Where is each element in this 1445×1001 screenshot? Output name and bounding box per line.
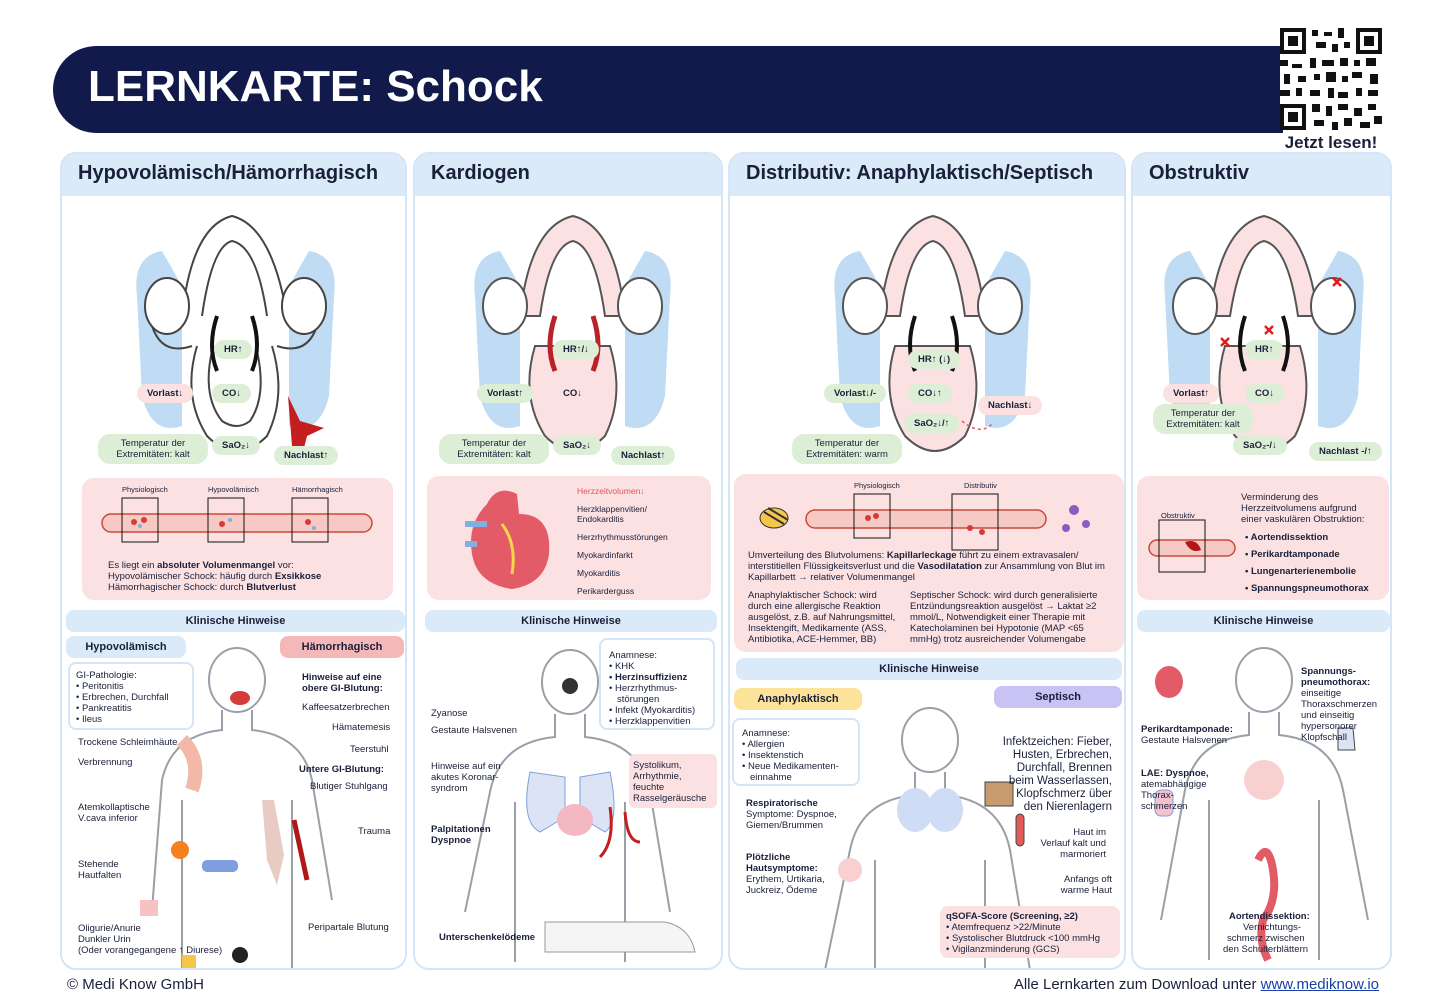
sep-line: Entzündungsreaktion ausgelöst → Laktat ≥2 bbox=[910, 601, 1097, 612]
gi-pathology-box bbox=[68, 662, 194, 730]
tab-anaphylaktisch: Anaphylaktisch bbox=[734, 688, 862, 710]
column-title: Kardiogen bbox=[415, 154, 721, 196]
hint-obere-gi-1: Hinweise auf eine bbox=[302, 672, 382, 683]
hint-arrhythmie: Arrhythmie, bbox=[633, 771, 682, 782]
hint-haut-2: Hautsymptome: bbox=[746, 863, 818, 874]
hr-pill: HR↑ bbox=[214, 340, 252, 359]
qsofa-item: • Vigilanzminderung (GCS) bbox=[946, 944, 1060, 955]
download-link[interactable]: www.mediknow.io bbox=[1260, 976, 1379, 993]
anamnese-item: • KHK bbox=[609, 661, 635, 672]
label-physiologisch: Physiologisch bbox=[854, 481, 900, 490]
hint-haut-1: Plötzliche bbox=[746, 852, 791, 863]
vorlast-pill: Vorlast↓ bbox=[137, 384, 193, 403]
vorlast-pill: Vorlast↓/- bbox=[824, 384, 886, 403]
obstr-desc-3: einer vaskulären Obstruktion: bbox=[1241, 514, 1365, 525]
nachlast-pill: Nachlast↑ bbox=[274, 446, 338, 465]
qsofa-box bbox=[940, 906, 1120, 958]
hint-obere-gi-2: obere GI-Blutung: bbox=[302, 683, 383, 694]
heart-label-hzv: Herzzeitvolumen↓ bbox=[577, 486, 645, 496]
vessel-illustration bbox=[82, 492, 393, 562]
label-haemorrhagisch: Hämorrhagisch bbox=[292, 485, 343, 494]
heart-label-myokarditis: Myokarditis bbox=[577, 568, 620, 578]
vessel-comparison-box bbox=[82, 478, 393, 600]
vorlast-pill: Vorlast↑ bbox=[1163, 384, 1219, 403]
ana-line: durch eine allergische Reaktion bbox=[748, 601, 881, 612]
obstr-desc-2: Herzzeitvolumens aufgrund bbox=[1241, 503, 1357, 514]
haut-note-4: Anfangs oft bbox=[1063, 874, 1112, 885]
sep-line: Katecholaminen bei Hypotonie (MAP <65 bbox=[910, 623, 1084, 634]
anamnese-box bbox=[732, 718, 860, 786]
heart-label-endokarditis: Endokarditis bbox=[577, 514, 624, 524]
hint-aorta-1: Aortendissektion: bbox=[1229, 911, 1310, 922]
hint-kaffeesatz: Kaffeesatzerbrechen bbox=[302, 702, 390, 713]
tab-hypovolaemisch: Hypovolämisch bbox=[66, 636, 186, 658]
ana-line: Anaphylaktischer Schock: wird bbox=[748, 590, 877, 601]
anamnese-item: • Herzinsuffizienz bbox=[609, 672, 688, 683]
infekt-6: den Nierenlagern bbox=[1023, 801, 1112, 813]
hint-oligurie: Oligurie/Anurie bbox=[78, 923, 141, 934]
hint-oedeme: Unterschenkelödeme bbox=[439, 932, 536, 943]
hint-dyspnoe: Dyspnoe bbox=[431, 835, 472, 846]
copyright: © Medi Know GmbH bbox=[67, 976, 204, 993]
label-distributiv: Distributiv bbox=[964, 481, 997, 490]
hint-pneumo-5: und einseitig bbox=[1301, 710, 1355, 721]
hint-lae-1: LAE: Dyspnoe, bbox=[1141, 768, 1209, 779]
page-title: LERNKARTE: Schock bbox=[88, 62, 543, 111]
nachlast-pill: Nachlast -/↑ bbox=[1309, 442, 1382, 461]
hint-perikard-halsvenen: Gestaute Halsvenen bbox=[1141, 735, 1228, 746]
anamnese-item: • Insektenstich bbox=[742, 750, 804, 761]
anamnese-item: • Herzklappenvitien bbox=[609, 716, 691, 727]
hint-haematemesis: Hämatemesis bbox=[332, 722, 391, 733]
tab-haemorrhagisch: Hämorrhagisch bbox=[280, 636, 404, 658]
auscultation-box bbox=[629, 754, 717, 808]
infekt-1: Infektzeichen: Fieber, bbox=[1002, 736, 1112, 748]
vessel-note-2: Hypovolämischer Schock: häufig durch Exsikkose bbox=[108, 571, 322, 582]
qsofa-item: • Atemfrequenz >22/Minute bbox=[946, 922, 1061, 933]
infekt-4: beim Wasserlassen, bbox=[1008, 775, 1112, 787]
nachlast-pill: Nachlast↑ bbox=[611, 446, 675, 465]
ana-line: ausgelöst, z.B. auf Nahrungsmittel, bbox=[748, 612, 896, 623]
hint-resp-1: Respiratorische bbox=[746, 798, 818, 809]
obstr-item: • Lungenarterienembolie bbox=[1245, 566, 1357, 577]
hint-rassel: Rasselgeräusche bbox=[633, 793, 707, 804]
infekt-2: Husten, Erbrechen, bbox=[1012, 749, 1112, 761]
sao2-pill: SaO₂↓/↑ bbox=[904, 414, 959, 433]
anamnese-item: • Infekt (Myokarditis) bbox=[609, 705, 696, 716]
qsofa-item: • Systolischer Blutdruck <100 mmHg bbox=[946, 933, 1101, 944]
hint-diurese: (Oder vorangegangene ↑ Diurese) bbox=[78, 945, 223, 956]
hint-lae-3: Thorax- bbox=[1141, 790, 1174, 801]
co-pill: CO↓ bbox=[553, 384, 592, 403]
gi-item: • Ileus bbox=[76, 714, 103, 725]
sao2-pill: SaO₂↓ bbox=[212, 436, 260, 455]
clinical-band: Klinische Hinweise bbox=[425, 610, 717, 632]
label-hypovolaemisch: Hypovolämisch bbox=[208, 485, 259, 494]
clinical-band: Klinische Hinweise bbox=[736, 658, 1122, 680]
hr-pill: HR↑ bbox=[1245, 340, 1283, 359]
hint-palpitationen: Palpitationen bbox=[431, 824, 491, 835]
obstr-desc-1: Verminderung des bbox=[1241, 492, 1319, 503]
ana-line: Antibiotika, ACE-Hemmer, BB) bbox=[748, 634, 877, 645]
ana-line: Insektengift, Medikamente (ASS, bbox=[748, 623, 887, 634]
vessel-illustration bbox=[734, 488, 1124, 558]
hint-stehende: Stehende bbox=[78, 859, 119, 870]
co-pill: CO↓ bbox=[212, 384, 251, 403]
hint-trockene-schleimhaeute: Trockene Schleimhäute bbox=[78, 737, 178, 748]
co-pill: CO↓↑ bbox=[908, 384, 952, 403]
hint-halsvenen: Gestaute Halsvenen bbox=[431, 725, 518, 736]
hint-lae-4: schmerzen bbox=[1141, 801, 1188, 812]
hint-trauma: Trauma bbox=[358, 826, 391, 837]
heart-label-rhythmus: Herzrhythmusstörungen bbox=[577, 532, 668, 542]
temperature-pill: Temperatur der Extremitäten: kalt bbox=[1153, 404, 1253, 434]
hint-hautfalten: Hautfalten bbox=[78, 870, 122, 881]
anamnese-title: Anamnese: bbox=[742, 728, 791, 739]
hint-pneumo-6: hypersonorer bbox=[1301, 721, 1357, 732]
sep-line: mmHg) trotz ausreichender Volumengabe bbox=[910, 634, 1086, 645]
anamnese-item: störungen bbox=[617, 694, 660, 705]
column-title: Hypovolämisch/Hämorrhagisch bbox=[62, 154, 405, 196]
circulation-diagram bbox=[730, 196, 1126, 476]
hint-feuchte: feuchte bbox=[633, 782, 665, 793]
hint-aorta-2: Vernichtungs- bbox=[1243, 922, 1302, 933]
hint-pneumo-7: Klopfschall bbox=[1301, 732, 1347, 743]
anamnese-item: • Neue Medikamenten- bbox=[742, 761, 839, 772]
hint-perikard: Perikardtamponade: bbox=[1141, 724, 1233, 735]
hint-haut-3: Erythem, Urtikaria, bbox=[746, 874, 825, 885]
hint-resp-2: Symptome: Dyspnoe, bbox=[746, 809, 837, 820]
co-pill: CO↓ bbox=[1245, 384, 1284, 403]
gi-title: GI-Pathologie: bbox=[76, 670, 137, 681]
sao2-pill: SaO₂↓ bbox=[553, 436, 601, 455]
temperature-pill: Temperatur der Extremitäten: kalt bbox=[98, 434, 208, 464]
vorlast-pill: Vorlast↑ bbox=[477, 384, 533, 403]
hint-verbrennung: Verbrennung bbox=[78, 757, 133, 768]
hint-pneumo-4: Thoraxschmerzen bbox=[1301, 699, 1378, 710]
hint-dunkler-urin: Dunkler Urin bbox=[78, 934, 131, 945]
column-distributive bbox=[728, 152, 1126, 970]
hint-koronar-3: syndrom bbox=[431, 783, 468, 794]
hint-koronar-1: Hinweise auf ein bbox=[431, 761, 501, 772]
download-note: Alle Lernkarten zum Download unter www.mediknow.io bbox=[1013, 976, 1379, 993]
obstr-item: • Perikardtamponade bbox=[1245, 549, 1340, 560]
hint-teerstuhl: Teerstuhl bbox=[350, 744, 389, 755]
hint-blutiger-stuhlgang: Blutiger Stuhlgang bbox=[310, 781, 388, 792]
obstr-item: • Aortendissektion bbox=[1245, 532, 1329, 543]
vessel-note-1: Es liegt ein absoluter Volumenmangel vor: bbox=[108, 560, 294, 571]
hint-systolikum: Systolikum, bbox=[633, 760, 682, 771]
hint-aorta-4: den Schulterblättern bbox=[1223, 944, 1309, 955]
haut-note-2: Verlauf kalt und bbox=[1040, 838, 1106, 849]
heart-label-perikard: Perikarderguss bbox=[577, 586, 635, 596]
hint-pneumo-3: einseitige bbox=[1301, 688, 1342, 699]
hint-peripartal: Peripartale Blutung bbox=[308, 922, 389, 933]
heart-illustration bbox=[457, 484, 567, 594]
hr-pill: HR↑/↓ bbox=[553, 340, 599, 359]
hint-vcava: V.cava inferior bbox=[78, 813, 138, 824]
tab-septisch: Septisch bbox=[994, 686, 1122, 708]
column-obstructive bbox=[1131, 152, 1392, 970]
sep-line: Septischer Schock: wird durch generalisierte bbox=[910, 590, 1098, 601]
qsofa-title: qSOFA-Score (Screening, ≥2) bbox=[946, 911, 1078, 922]
anamnese-box bbox=[599, 638, 715, 730]
anamnese-item: einnahme bbox=[750, 772, 792, 783]
hint-resp-3: Giemen/Brummen bbox=[746, 820, 824, 831]
qr-caption: Jetzt lesen! bbox=[1284, 133, 1378, 152]
column-title: Obstruktiv bbox=[1133, 154, 1390, 196]
sep-line: mmol/L, Notwendigkeit einer Therapie mit bbox=[910, 612, 1086, 623]
dist-para-3: Kapillarbett → relativer Volumenmangel bbox=[748, 572, 915, 583]
distributive-info-box bbox=[734, 474, 1124, 652]
column-title: Distributiv: Anaphylaktisch/Septisch bbox=[730, 154, 1124, 196]
label-obstruktiv: Obstruktiv bbox=[1161, 511, 1195, 520]
sao2-pill: SaO₂-/↓ bbox=[1233, 436, 1287, 455]
hint-atemkollaptisch: Atemkollaptische bbox=[78, 802, 150, 813]
hint-pneumo-2: pneumothorax: bbox=[1301, 677, 1371, 688]
gi-item: • Peritonitis bbox=[76, 681, 124, 692]
clinical-band: Klinische Hinweise bbox=[1137, 610, 1390, 632]
heart-label-klappen: Herzklappenvitien/ bbox=[577, 504, 647, 514]
anamnese-title: Anamnese: bbox=[609, 650, 658, 661]
hint-untere-gi: Untere GI-Blutung: bbox=[299, 764, 384, 775]
qr-code-icon bbox=[1280, 28, 1382, 130]
hint-koronar-2: akutes Koronar- bbox=[431, 772, 499, 783]
gi-item: • Erbrechen, Durchfall bbox=[76, 692, 169, 703]
heart-label-infarkt: Myokardinfarkt bbox=[577, 550, 633, 560]
label-physiologisch: Physiologisch bbox=[122, 485, 168, 494]
temperature-pill: Temperatur der Extremitäten: kalt bbox=[439, 434, 549, 464]
anamnese-item: • Allergien bbox=[742, 739, 785, 750]
qr-code[interactable] bbox=[1280, 28, 1382, 130]
haut-note-3: marmoriert bbox=[1060, 849, 1106, 860]
column-hypovolaemic bbox=[60, 152, 407, 970]
clinical-band: Klinische Hinweise bbox=[66, 610, 405, 632]
vessel-illustration bbox=[1145, 512, 1235, 582]
dist-para-1: Umverteilung des Blutvolumens: Kapillarleckage führt zu einem extravasalen/ bbox=[748, 550, 1079, 561]
hr-pill: HR↑ (↓) bbox=[908, 350, 960, 369]
nachlast-pill: Nachlast↓ bbox=[978, 396, 1042, 415]
temperature-pill: Temperatur der Extremitäten: warm bbox=[792, 434, 902, 464]
hint-lae-2: atemabhängige bbox=[1141, 779, 1207, 790]
hint-pneumo-1: Spannungs- bbox=[1301, 666, 1356, 677]
hint-haut-4: Juckreiz, Ödeme bbox=[746, 885, 818, 896]
hint-aorta-3: schmerz zwischen bbox=[1227, 933, 1305, 944]
obstr-item: • Spannungspneumothorax bbox=[1245, 583, 1369, 594]
column-cardiogenic bbox=[413, 152, 723, 970]
heart-causes-box bbox=[427, 476, 711, 600]
obstruction-box bbox=[1137, 476, 1389, 600]
haut-note-1: Haut im bbox=[1073, 827, 1106, 838]
haut-note-5: warme Haut bbox=[1060, 885, 1112, 896]
circulation-diagram bbox=[1133, 196, 1392, 476]
dist-para-2: interstitiellen Flüssigkeitsverlust und die Vasodilatation zur Ansammlung von Blut im bbox=[748, 561, 1105, 572]
gi-item: • Pankreatitis bbox=[76, 703, 132, 714]
infekt-3: Durchfall, Brennen bbox=[1016, 762, 1112, 774]
infekt-5: Klopfschmerz über bbox=[1016, 788, 1112, 800]
hint-zyanose: Zyanose bbox=[431, 708, 468, 719]
vessel-note-3: Hämorrhagischer Schock: durch Blutverlust bbox=[108, 582, 296, 593]
anamnese-item: • Herzrhythmus- bbox=[609, 683, 678, 694]
